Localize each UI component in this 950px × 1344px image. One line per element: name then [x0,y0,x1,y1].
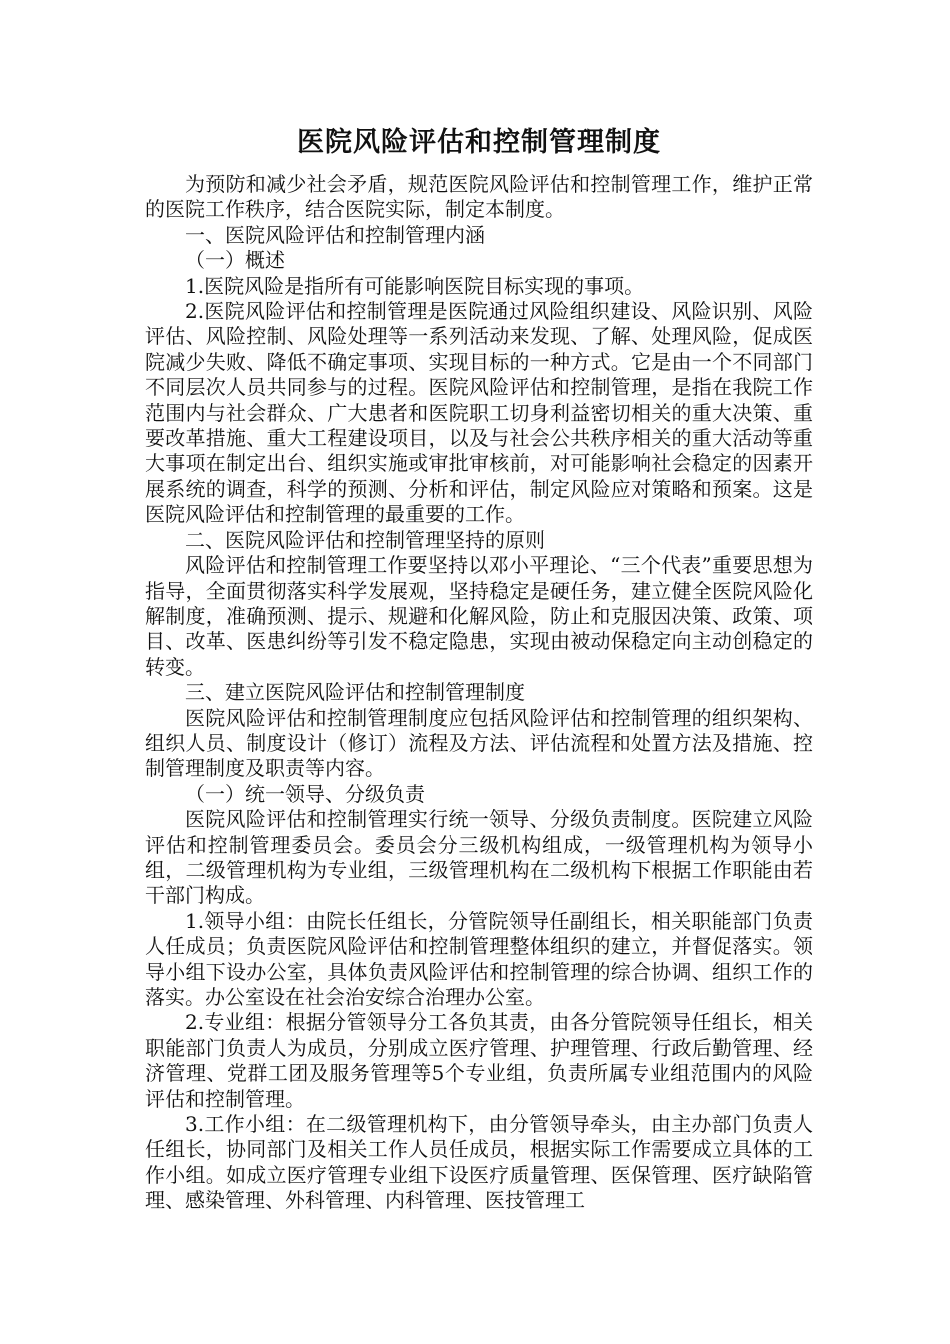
paragraph-leadership-group: 1.领导小组：由院长任组长，分管院领导任副组长，相关职能部门负责人任成员；负责医院风险评估和控制管理整体组织的建立，并督促落实。领导小组下设办公室，具体负责风险评估和控制管理的综合协调、组织工作的落实。办公室设在社会治安综合治理办公室。 [145,908,813,1009]
section-heading-3: 三、建立医院风险评估和控制管理制度 [185,680,525,705]
paragraph-working-group: 3.工作小组：在二级管理机构下，由分管领导牵头，由主办部门负责人任组长，协同部门及相关工作人员任成员，根据实际工作需要成立具体的工作小组。如成立医疗管理专业组下设医疗质量管理、医保管理、医疗缺陷管理、感染管理、外科管理、内科管理、医技管理工 [145,1112,813,1213]
paragraph-professional-group: 2.专业组：根据分管领导分工各负其责，由各分管院领导任组长，相关职能部门负责人为成员，分别成立医疗管理、护理管理、行政后勤管理、经济管理、党群工团及服务管理等5个专业组，负责所属专业组范围内的风险评估和控制管理。 [145,1010,813,1111]
paragraph-risk-management: 2.医院风险评估和控制管理是医院通过风险组织建设、风险识别、风险评估、风险控制、风险处理等一系列活动来发现、了解、处理风险，促成医院减少失败、降低不确定事项、实现目标的一种方式。它是由一个不同部门不同层次人员共同参与的过程。医院风险评估和控制管理，是指在我院工作范围内与社会群众、广大患者和医院职工切身利益密切相关的重大决策、重要改革措施、重大工程建设项目，以及与社会公共秩序相关的重大活动等重大事项在制定出台、组织实施或审批审核前，对可能影响社会稳定的因素开展系统的调查，科学的预测、分析和评估，制定风险应对策略和预案。这是医院风险评估和控制管理的最重要的工作。 [145,299,813,527]
document-page [145,126,813,1214]
paragraph-risk-definition: 1.医院风险是指所有可能影响医院目标实现的事项。 [185,273,645,298]
paragraph-system-contents: 医院风险评估和控制管理制度应包括风险评估和控制管理的组织架构、组织人员、制度设计（修订）流程及方法、评估流程和处置方法及措施、控制管理制度及职责等内容。 [145,705,813,781]
section-heading-1: 一、医院风险评估和控制管理内涵 [185,222,485,247]
document-title: 医院风险评估和控制管理制度 [297,127,661,158]
paragraph-committee: 医院风险评估和控制管理实行统一领导、分级负责制度。医院建立风险评估和控制管理委员会。委员会分三级机构组成，一级管理机构为领导小组，二级管理机构为专业组，三级管理机构在二级机构下根据工作职能由若干部门构成。 [145,807,813,908]
subsection-heading-overview: （一）概述 [185,248,285,273]
intro-paragraph: 为预防和减少社会矛盾，规范医院风险评估和控制管理工作，维护正常的医院工作秩序，结合医院实际，制定本制度。 [145,172,813,222]
subsection-heading-leadership: （一）统一领导、分级负责 [185,781,425,806]
paragraph-principles: 风险评估和控制管理工作要坚持以邓小平理论、“三个代表”重要思想为指导，全面贯彻落实科学发展观，坚持稳定是硬任务，建立健全医院风险化解制度，准确预测、提示、规避和化解风险，防止和克服因决策、政策、项目、改革、医患纠纷等引发不稳定隐患，实现由被动保稳定向主动创稳定的转变。 [145,553,813,679]
section-heading-2: 二、医院风险评估和控制管理坚持的原则 [185,527,545,552]
